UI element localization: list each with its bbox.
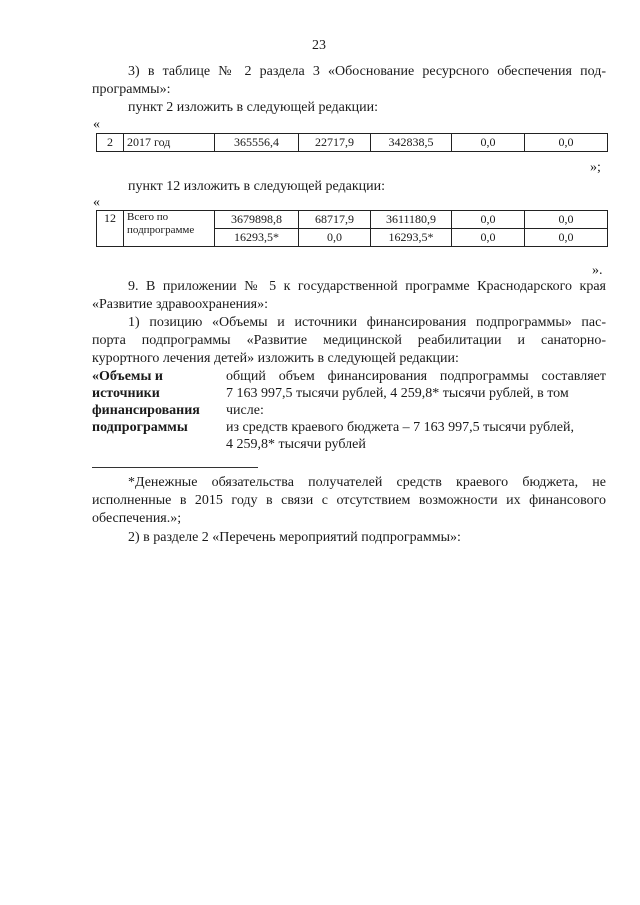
table2-open-quote: « [93, 195, 100, 210]
item9-line1: 9. В приложении № 5 к государственной программе Краснодарского края [128, 279, 606, 294]
table2-r2-local: 0,0 [452, 229, 525, 247]
table2-r2-federal: 0,0 [299, 229, 371, 247]
passport-desc-line3: числе: [226, 403, 264, 418]
table1-cell-federal: 22717,9 [299, 134, 371, 152]
passport-desc-line2: 7 163 997,5 тысячи рублей, 4 259,8* тысячи рублей, в том [226, 386, 569, 401]
passport-label [92, 368, 200, 436]
item3-line1: 3) в таблице № 2 раздела 3 «Обоснование ресурсного обеспечения под- [128, 64, 606, 79]
table2-r1-total: 3679898,8 [215, 211, 299, 229]
passport-description [226, 368, 606, 453]
passport-desc-line4: из средств краевого бюджета – 7 163 997,5 тысячи рублей, [226, 420, 574, 435]
table2-cell-name [124, 211, 215, 247]
table2-r2-other: 0,0 [525, 229, 608, 247]
passport-label-line2: источники [92, 386, 160, 401]
footnote-separator [92, 467, 258, 468]
punkt12-text: пункт 12 изложить в следующей редакции: [128, 179, 385, 194]
table1-cell-total: 365556,4 [215, 134, 299, 152]
table1-open-quote: « [93, 117, 100, 132]
punkt2-text: пункт 2 изложить в следующей редакции: [128, 100, 378, 115]
item9-line2: «Развитие здравоохранения»: [92, 297, 268, 312]
passport-desc-line5: 4 259,8* тысячи рублей [226, 437, 366, 452]
item9-1-line1: 1) позицию «Объемы и источники финансирования подпрограммы» пас- [128, 315, 606, 330]
table2-r2-total: 16293,5* [215, 229, 299, 247]
table1-cell-regional: 342838,5 [371, 134, 452, 152]
table2-name-line2: подпрограмме [127, 224, 195, 236]
passport-desc-line1: общий объем финансирования подпрограммы составляет [226, 369, 606, 384]
table2-name-line1: Всего по [127, 211, 169, 223]
table1-end: »; [590, 160, 601, 175]
table2-r1-local: 0,0 [452, 211, 525, 229]
table2-end: ». [592, 263, 603, 278]
table2-r1-other: 0,0 [525, 211, 608, 229]
table2-row1 [97, 211, 608, 229]
table1-row [97, 134, 608, 152]
footnote-line3: обеспечения.»; [92, 511, 182, 526]
table1-cell-other: 0,0 [525, 134, 608, 152]
table2-cell-num: 12 [97, 211, 124, 247]
item3-line2: программы»: [92, 82, 171, 97]
item9-1-line3: курортного лечения детей» изложить в следующей редакции: [92, 351, 459, 366]
page-number: 23 [312, 38, 326, 53]
table1-cell-local: 0,0 [452, 134, 525, 152]
passport-label-line4: подпрограммы [92, 420, 188, 435]
table1 [96, 133, 608, 152]
passport-label-line3: финансирования [92, 403, 200, 418]
footnote-line2: исполненные в 2015 году в связи с отсутствием возможности их финансового [92, 493, 606, 508]
item9-2-text: 2) в разделе 2 «Перечень мероприятий подпрограммы»: [128, 530, 461, 545]
table1-cell-year: 2017 год [124, 134, 215, 152]
item9-1-line2: порта подпрограммы «Развитие медицинской реабилитации и санаторно- [92, 333, 606, 348]
table1-cell-num: 2 [97, 134, 124, 152]
table2 [96, 210, 608, 247]
table2-r1-federal: 68717,9 [299, 211, 371, 229]
footnote-line1: *Денежные обязательства получателей средств краевого бюджета, не [128, 475, 606, 490]
table2-r1-regional: 3611180,9 [371, 211, 452, 229]
passport-label-line1: «Объемы и [92, 369, 163, 384]
table2-r2-regional: 16293,5* [371, 229, 452, 247]
